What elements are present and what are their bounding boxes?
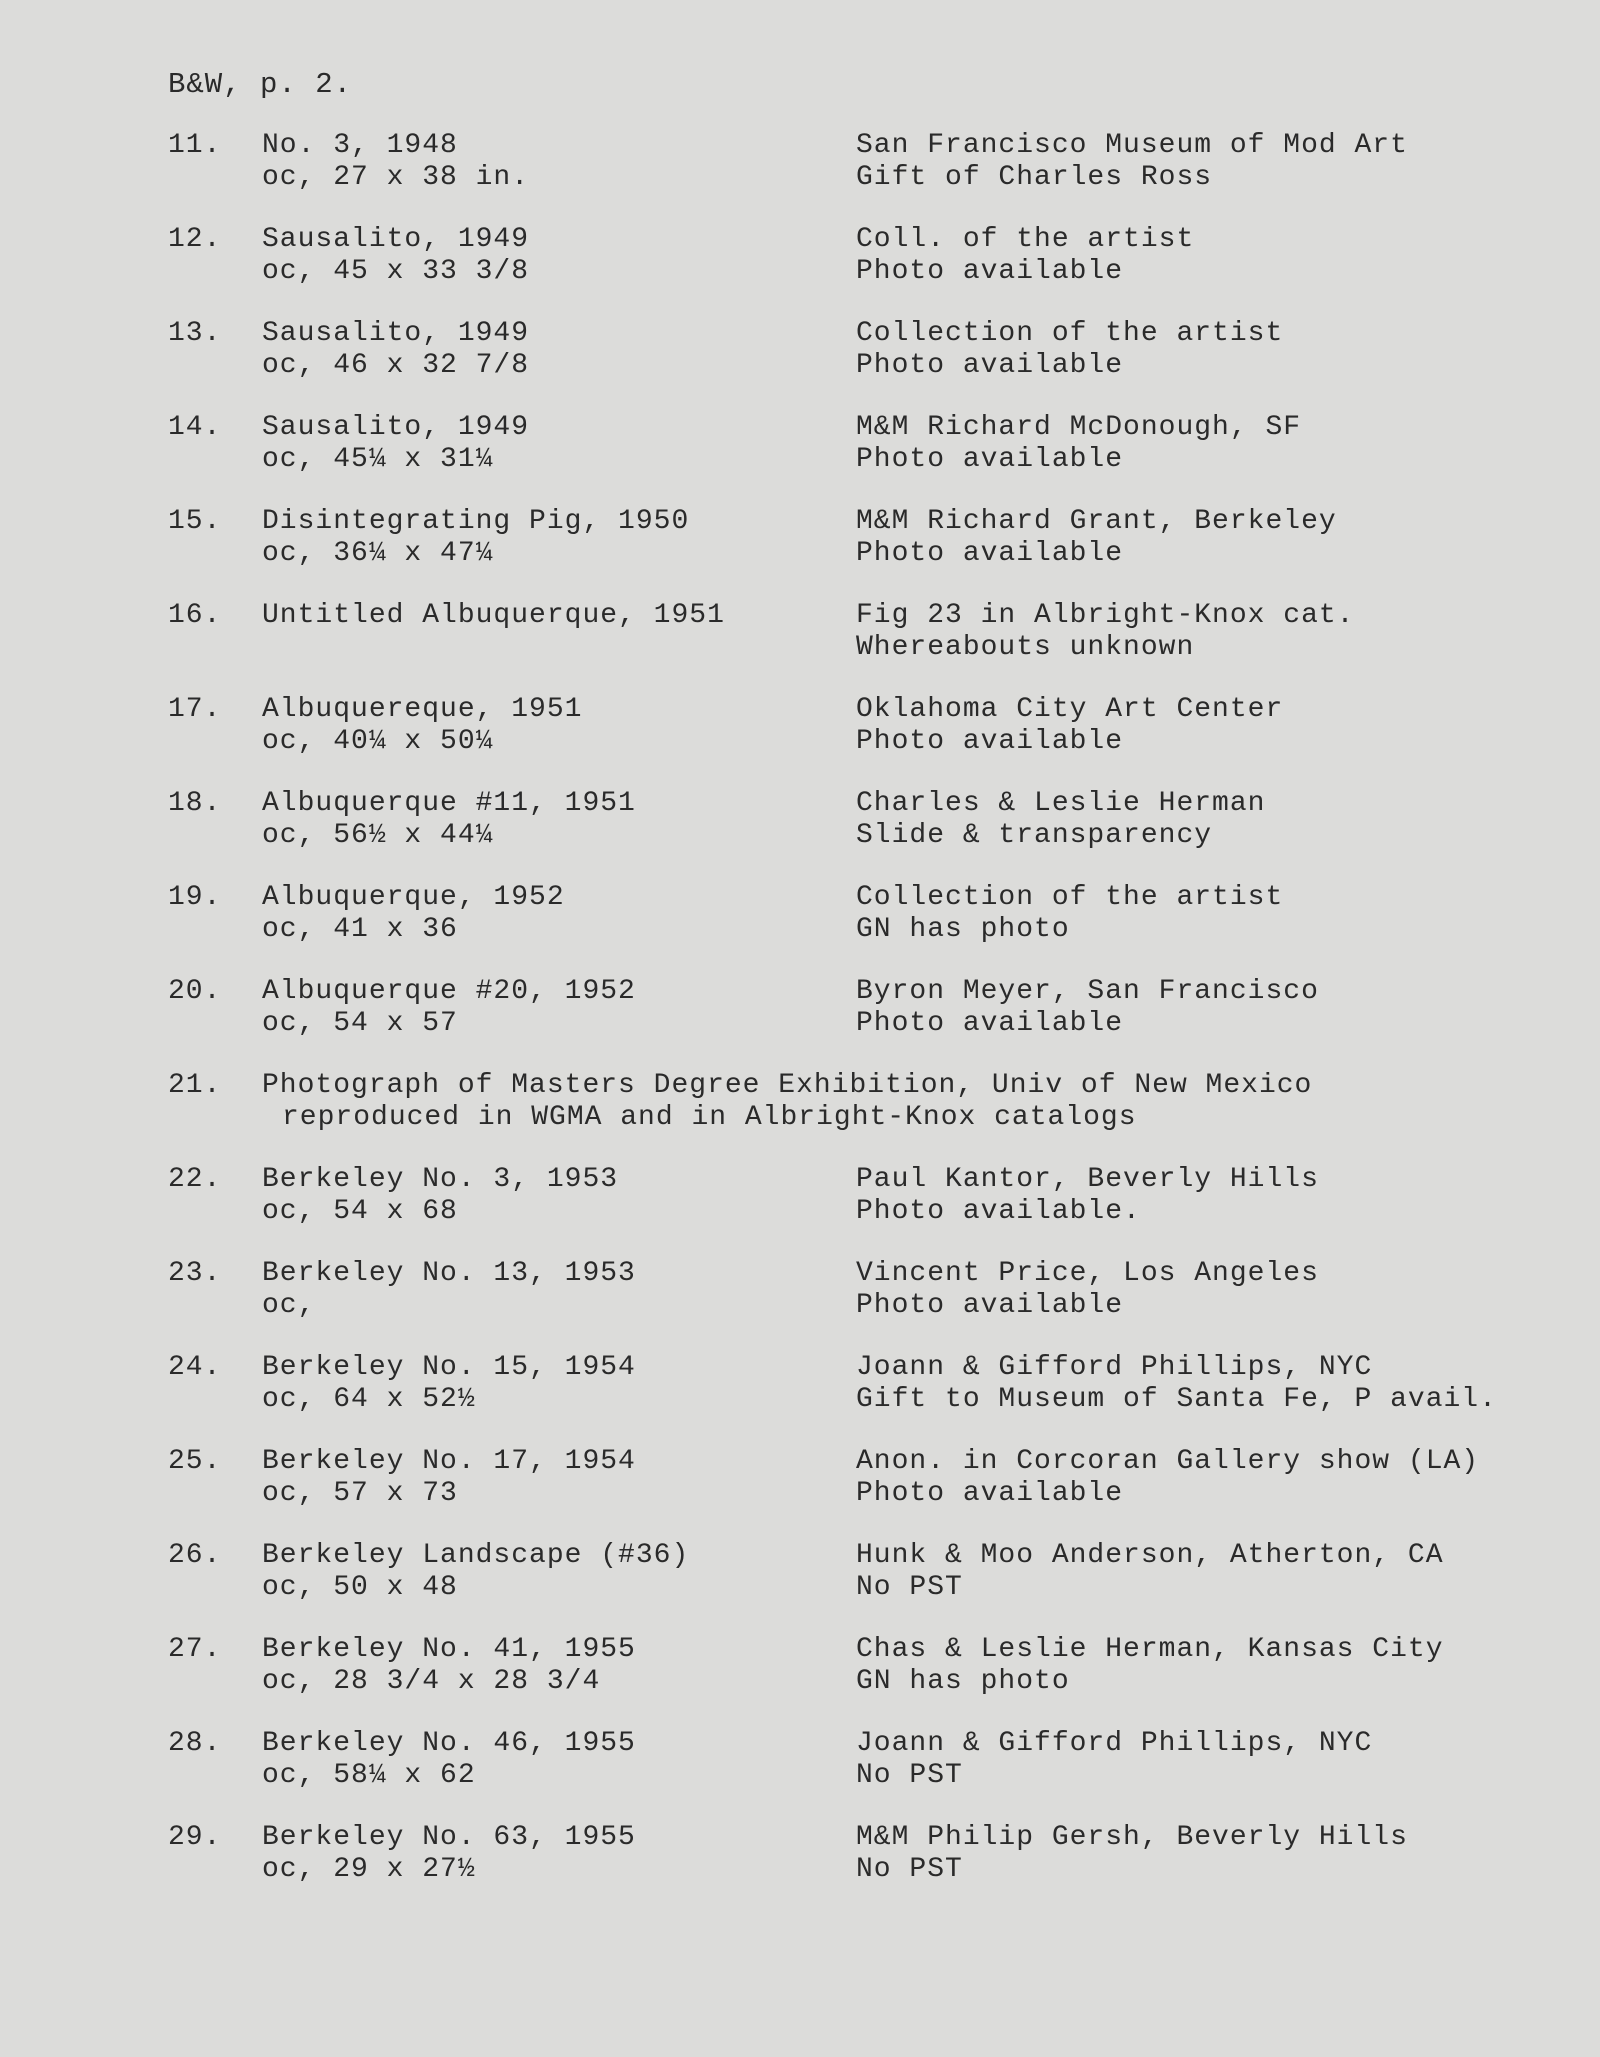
entry-detail: oc, 29 x 27½ bbox=[262, 1854, 476, 1885]
entry-title: Berkeley No. 13, 1953 bbox=[262, 1258, 636, 1289]
list-item bbox=[168, 882, 1568, 976]
entry-title: Sausalito, 1949 bbox=[262, 412, 530, 443]
list-item bbox=[168, 788, 1568, 882]
entry-note: Photo available bbox=[856, 726, 1124, 757]
entry-number: 15. bbox=[168, 506, 222, 537]
entry-detail: oc, 45¼ x 31¼ bbox=[262, 444, 494, 475]
entry-title: Disintegrating Pig, 1950 bbox=[262, 506, 690, 537]
entry-note: Photo available bbox=[856, 1478, 1124, 1509]
entry-note: No PST bbox=[856, 1572, 963, 1603]
entry-detail: oc, 64 x 52½ bbox=[262, 1384, 476, 1415]
entry-number: 20. bbox=[168, 976, 222, 1007]
entry-title: Albuquerque #20, 1952 bbox=[262, 976, 636, 1007]
entry-location: Coll. of the artist bbox=[856, 224, 1195, 255]
entry-title: Sausalito, 1949 bbox=[262, 224, 530, 255]
entry-location: M&M Richard McDonough, SF bbox=[856, 412, 1302, 443]
entry-title: No. 3, 1948 bbox=[262, 130, 458, 161]
entry-location: M&M Richard Grant, Berkeley bbox=[856, 506, 1337, 537]
entry-location: Hunk & Moo Anderson, Atherton, CA bbox=[856, 1540, 1444, 1571]
list-item bbox=[168, 1258, 1568, 1352]
entry-number: 14. bbox=[168, 412, 222, 443]
entry-location: Fig 23 in Albright-Knox cat. bbox=[856, 600, 1355, 631]
entry-detail: oc, 36¼ x 47¼ bbox=[262, 538, 494, 569]
entry-detail: oc, 56½ x 44¼ bbox=[262, 820, 494, 851]
entry-location: San Francisco Museum of Mod Art bbox=[856, 130, 1408, 161]
entry-number: 11. bbox=[168, 130, 222, 161]
entry-title: Berkeley No. 41, 1955 bbox=[262, 1634, 636, 1665]
list-item bbox=[168, 1634, 1568, 1728]
entry-title: Albuquerque #11, 1951 bbox=[262, 788, 636, 819]
entry-detail: oc, 40¼ x 50¼ bbox=[262, 726, 494, 757]
entry-detail: oc, 45 x 33 3/8 bbox=[262, 256, 530, 287]
entry-title: Berkeley No. 3, 1953 bbox=[262, 1164, 619, 1195]
entry-location: Charles & Leslie Herman bbox=[856, 788, 1266, 819]
entry-note: Slide & transparency bbox=[856, 820, 1213, 851]
entry-number: 28. bbox=[168, 1728, 222, 1759]
entry-number: 26. bbox=[168, 1540, 222, 1571]
entry-note: Photo available bbox=[856, 1290, 1124, 1321]
entry-detail: oc, 54 x 57 bbox=[262, 1008, 458, 1039]
entry-location: M&M Philip Gersh, Beverly Hills bbox=[856, 1822, 1408, 1853]
entry-note: Photo available bbox=[856, 1008, 1124, 1039]
entry-number: 23. bbox=[168, 1258, 222, 1289]
entry-number: 12. bbox=[168, 224, 222, 255]
entry-note: Photo available bbox=[856, 350, 1124, 381]
list-item bbox=[168, 224, 1568, 318]
entry-number: 29. bbox=[168, 1822, 222, 1853]
entry-number: 22. bbox=[168, 1164, 222, 1195]
entry-number: 17. bbox=[168, 694, 222, 725]
entry-note: Gift of Charles Ross bbox=[856, 162, 1213, 193]
entry-title: Berkeley No. 17, 1954 bbox=[262, 1446, 636, 1477]
entry-location: Joann & Gifford Phillips, NYC bbox=[856, 1352, 1373, 1383]
entry-number: 27. bbox=[168, 1634, 222, 1665]
entry-number: 13. bbox=[168, 318, 222, 349]
list-item bbox=[168, 1540, 1568, 1634]
entry-detail: oc, 41 x 36 bbox=[262, 914, 458, 945]
entry-number: 19. bbox=[168, 882, 222, 913]
entry-note: Photo available bbox=[856, 256, 1124, 287]
entry-note: Photo available. bbox=[856, 1196, 1141, 1227]
entry-location: Collection of the artist bbox=[856, 882, 1284, 913]
list-item bbox=[168, 694, 1568, 788]
list-item bbox=[168, 412, 1568, 506]
entry-location: Oklahoma City Art Center bbox=[856, 694, 1284, 725]
entry-title: Sausalito, 1949 bbox=[262, 318, 530, 349]
list-item bbox=[168, 600, 1568, 694]
entry-location: Collection of the artist bbox=[856, 318, 1284, 349]
entry-note: Photo available bbox=[856, 538, 1124, 569]
entry-number: 25. bbox=[168, 1446, 222, 1477]
entry-number: 24. bbox=[168, 1352, 222, 1383]
entry-location: Joann & Gifford Phillips, NYC bbox=[856, 1728, 1373, 1759]
entry-number: 16. bbox=[168, 600, 222, 631]
entry-note: Gift to Museum of Santa Fe, P avail. bbox=[856, 1384, 1497, 1415]
list-item bbox=[168, 130, 1568, 224]
entry-note: No PST bbox=[856, 1854, 963, 1885]
entry-title: Albuquerque, 1952 bbox=[262, 882, 565, 913]
entry-title: Untitled Albuquerque, 1951 bbox=[262, 600, 725, 631]
entry-number: 18. bbox=[168, 788, 222, 819]
list-item bbox=[168, 318, 1568, 412]
list-item bbox=[168, 1164, 1568, 1258]
entry-detail: oc, bbox=[262, 1290, 316, 1321]
entry-number: 21. bbox=[168, 1070, 222, 1101]
entry-location: Byron Meyer, San Francisco bbox=[856, 976, 1319, 1007]
entry-list bbox=[168, 130, 1568, 1916]
list-item bbox=[168, 976, 1568, 1070]
entry-title: Berkeley No. 15, 1954 bbox=[262, 1352, 636, 1383]
entry-text-line-1: Photograph of Masters Degree Exhibition, Univ of New Mexico bbox=[262, 1070, 1313, 1101]
entry-location: Paul Kantor, Beverly Hills bbox=[856, 1164, 1319, 1195]
entry-detail: oc, 46 x 32 7/8 bbox=[262, 350, 530, 381]
entry-detail bbox=[262, 632, 842, 664]
entry-detail: oc, 54 x 68 bbox=[262, 1196, 458, 1227]
entry-detail: oc, 50 x 48 bbox=[262, 1572, 458, 1603]
page-header: B&W, p. 2. bbox=[168, 68, 353, 101]
list-item-photograph bbox=[168, 1070, 1568, 1164]
entry-note: Photo available bbox=[856, 444, 1124, 475]
list-item bbox=[168, 1446, 1568, 1540]
entry-location: Vincent Price, Los Angeles bbox=[856, 1258, 1319, 1289]
list-item bbox=[168, 1822, 1568, 1916]
list-item bbox=[168, 1728, 1568, 1822]
entry-text-line-2: reproduced in WGMA and in Albright-Knox catalogs bbox=[282, 1102, 1137, 1133]
entry-detail: oc, 28 3/4 x 28 3/4 bbox=[262, 1666, 601, 1697]
entry-note: GN has photo bbox=[856, 914, 1070, 945]
list-item bbox=[168, 506, 1568, 600]
entry-location: Anon. in Corcoran Gallery show (LA) bbox=[856, 1446, 1480, 1477]
entry-detail: oc, 27 x 38 in. bbox=[262, 162, 530, 193]
entry-title: Berkeley No. 46, 1955 bbox=[262, 1728, 636, 1759]
entry-note: No PST bbox=[856, 1760, 963, 1791]
entry-detail: oc, 58¼ x 62 bbox=[262, 1760, 476, 1791]
entry-title: Berkeley No. 63, 1955 bbox=[262, 1822, 636, 1853]
entry-title: Berkeley Landscape (#36) bbox=[262, 1540, 690, 1571]
entry-title: Albuquereque, 1951 bbox=[262, 694, 583, 725]
entry-note: GN has photo bbox=[856, 1666, 1070, 1697]
entry-detail: oc, 57 x 73 bbox=[262, 1478, 458, 1509]
entry-location: Chas & Leslie Herman, Kansas City bbox=[856, 1634, 1444, 1665]
entry-note: Whereabouts unknown bbox=[856, 632, 1195, 663]
list-item bbox=[168, 1352, 1568, 1446]
